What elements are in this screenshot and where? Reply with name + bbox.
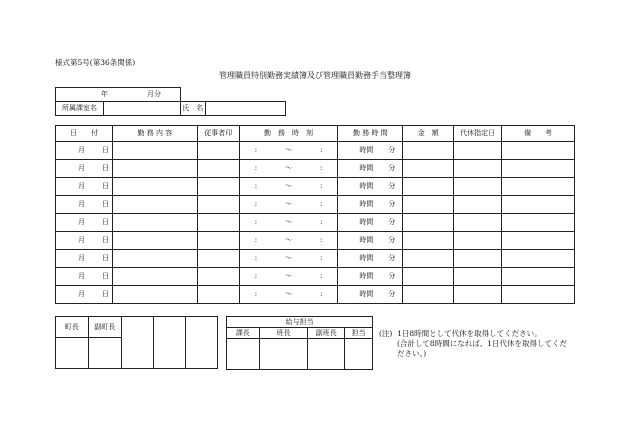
month-label: 月: [77, 146, 85, 154]
colon: :: [320, 164, 323, 172]
staff-seal-field[interactable]: [197, 232, 239, 250]
day-label: 日: [101, 290, 109, 298]
tilde: ～: [272, 268, 305, 286]
hours-label: 時間: [359, 164, 374, 172]
end-time-field[interactable]: [305, 214, 338, 232]
table-row: [56, 178, 575, 196]
remarks-field[interactable]: [502, 196, 575, 214]
remarks-field[interactable]: [502, 160, 575, 178]
note: [379, 329, 567, 359]
remarks-field[interactable]: [502, 250, 575, 268]
remarks-field[interactable]: [502, 178, 575, 196]
work-content-field[interactable]: [112, 214, 197, 232]
seal-field[interactable]: [154, 338, 186, 369]
work-content-field[interactable]: [112, 232, 197, 250]
start-time-field[interactable]: [239, 232, 272, 250]
start-time-field[interactable]: [239, 160, 272, 178]
month-label: 月: [77, 164, 85, 172]
hours-label: 時間: [359, 290, 374, 298]
work-hours-field[interactable]: [338, 286, 403, 304]
header-table: [55, 87, 286, 116]
note-line-2: (合計して8時間になれば、1日代休を取得してくだ: [397, 339, 567, 348]
note-label: (注): [379, 329, 393, 338]
mayor-label: 町長: [56, 317, 89, 338]
table-row: [56, 142, 575, 160]
col-amount: 金 額: [403, 126, 454, 142]
colon: :: [320, 146, 323, 154]
table-row: [56, 250, 575, 268]
colon: :: [320, 254, 323, 262]
date-cell[interactable]: [56, 268, 113, 286]
minutes-label: 分: [388, 272, 396, 280]
work-hours-field[interactable]: [338, 250, 403, 268]
staff-seal-field[interactable]: [197, 286, 239, 304]
comp-day-field[interactable]: [454, 268, 502, 286]
date-cell[interactable]: [56, 178, 113, 196]
col-work: 勤 務 内 容: [112, 126, 197, 142]
seal-blank: [121, 317, 154, 338]
colon: :: [254, 182, 258, 190]
note-line-1: 1日8時間として代休を取得してください。: [397, 329, 542, 338]
colon: :: [254, 290, 258, 298]
comp-day-field[interactable]: [454, 160, 502, 178]
month-label: 月: [77, 200, 85, 208]
hours-label: 時間: [359, 236, 374, 244]
end-time-field[interactable]: [305, 232, 338, 250]
month-label: 月: [77, 290, 85, 298]
work-content-field[interactable]: [112, 160, 197, 178]
colon: :: [320, 200, 323, 208]
end-time-field[interactable]: [305, 250, 338, 268]
payroll-seal-field[interactable]: [259, 339, 308, 370]
work-content-field[interactable]: [112, 250, 197, 268]
date-cell[interactable]: [56, 232, 113, 250]
end-time-field[interactable]: [305, 160, 338, 178]
remarks-field[interactable]: [502, 232, 575, 250]
table-row: [56, 268, 575, 286]
tilde: ～: [272, 214, 305, 232]
date-cell[interactable]: [56, 160, 113, 178]
colon: :: [320, 218, 323, 226]
table-row: [56, 232, 575, 250]
colon: :: [254, 218, 258, 226]
work-content-field[interactable]: [112, 268, 197, 286]
day-label: 日: [101, 200, 109, 208]
hours-label: 時間: [359, 272, 374, 280]
remarks-field[interactable]: [502, 214, 575, 232]
deputy-mayor-seal-field[interactable]: [88, 338, 121, 369]
dept-label: 所属課室名: [56, 102, 104, 116]
comp-day-field[interactable]: [454, 250, 502, 268]
day-label: 日: [101, 254, 109, 262]
tilde: ～: [272, 250, 305, 268]
day-label: 日: [101, 146, 109, 154]
col-staff-seal: 従事者印: [197, 126, 239, 142]
day-label: 日: [101, 182, 109, 190]
name-label: 氏 名: [180, 102, 205, 116]
table-row: [56, 214, 575, 232]
remarks-field[interactable]: [502, 286, 575, 304]
start-time-field[interactable]: [239, 286, 272, 304]
date-cell[interactable]: [56, 142, 113, 160]
amount-field[interactable]: [403, 286, 454, 304]
colon: :: [320, 290, 323, 298]
name-field[interactable]: [205, 102, 285, 116]
seal-field[interactable]: [186, 338, 218, 369]
month-label: 月: [77, 254, 85, 262]
colon: :: [320, 182, 323, 190]
end-time-field[interactable]: [305, 178, 338, 196]
tilde: ～: [272, 286, 305, 304]
comp-day-field[interactable]: [454, 142, 502, 160]
date-cell[interactable]: [56, 196, 113, 214]
tilde: ～: [272, 196, 305, 214]
minutes-label: 分: [388, 236, 396, 244]
hours-label: 時間: [359, 254, 374, 262]
colon: :: [254, 200, 258, 208]
staff-seal-field[interactable]: [197, 160, 239, 178]
payroll-seal-field[interactable]: [345, 339, 373, 370]
colon: :: [254, 236, 258, 244]
payroll-col-team-leader: 班長: [259, 328, 308, 339]
work-hours-field[interactable]: [338, 160, 403, 178]
work-hours-field[interactable]: [338, 196, 403, 214]
day-label: 日: [101, 236, 109, 244]
comp-day-field[interactable]: [454, 214, 502, 232]
month-label: 月: [77, 182, 85, 190]
date-cell[interactable]: [56, 250, 113, 268]
remarks-field[interactable]: [502, 268, 575, 286]
form-id: 様式第5号(第36条関係): [55, 58, 136, 67]
table-row: [56, 286, 575, 304]
amount-field[interactable]: [403, 178, 454, 196]
end-time-field[interactable]: [305, 142, 338, 160]
approval-seal-table: [55, 316, 218, 369]
staff-seal-field[interactable]: [197, 250, 239, 268]
year-label: 年: [101, 90, 108, 98]
seal-blank: [154, 317, 186, 338]
col-work-hours: 勤 務 時 間: [338, 126, 403, 142]
day-label: 日: [101, 272, 109, 280]
work-hours-field[interactable]: [338, 142, 403, 160]
start-time-field[interactable]: [239, 250, 272, 268]
minutes-label: 分: [388, 290, 396, 298]
table-row: [56, 160, 575, 178]
month-label: 月: [77, 272, 85, 280]
minutes-label: 分: [388, 182, 396, 190]
end-time-field[interactable]: [305, 268, 338, 286]
hours-label: 時間: [359, 200, 374, 208]
mayor-seal-field[interactable]: [56, 338, 89, 369]
amount-field[interactable]: [403, 250, 454, 268]
work-content-field[interactable]: [112, 286, 197, 304]
dept-field[interactable]: [103, 102, 180, 116]
amount-field[interactable]: [403, 214, 454, 232]
payroll-title: 給与担当: [227, 317, 373, 328]
start-time-field[interactable]: [239, 268, 272, 286]
colon: :: [254, 272, 258, 280]
day-label: 日: [101, 164, 109, 172]
tilde: ～: [272, 178, 305, 196]
work-content-field[interactable]: [112, 142, 197, 160]
minutes-label: 分: [388, 254, 396, 262]
staff-seal-field[interactable]: [197, 214, 239, 232]
amount-field[interactable]: [403, 142, 454, 160]
month-label: 月分: [147, 90, 161, 98]
staff-seal-field[interactable]: [197, 268, 239, 286]
col-date: 日 付: [56, 126, 113, 142]
note-line-3: ださい。): [397, 349, 427, 358]
amount-field[interactable]: [403, 196, 454, 214]
deputy-mayor-label: 副町長: [88, 317, 121, 338]
hours-label: 時間: [359, 182, 374, 190]
start-time-field[interactable]: [239, 196, 272, 214]
amount-field[interactable]: [403, 232, 454, 250]
payroll-seal-field[interactable]: [227, 339, 260, 370]
work-hours-field[interactable]: [338, 268, 403, 286]
col-comp-day: 代休指定日: [454, 126, 502, 142]
col-remarks: 備 考: [502, 126, 575, 142]
staff-seal-field[interactable]: [197, 142, 239, 160]
colon: :: [254, 254, 258, 262]
colon: :: [254, 146, 258, 154]
work-record-table: [55, 125, 575, 304]
staff-seal-field[interactable]: [197, 196, 239, 214]
payroll-col-section-chief: 課長: [227, 328, 260, 339]
form-title: 管理職員特別勤務実績簿及び管理職員勤務手当整理簿: [219, 71, 411, 80]
work-content-field[interactable]: [112, 196, 197, 214]
end-time-field[interactable]: [305, 286, 338, 304]
tilde: ～: [272, 160, 305, 178]
end-time-field[interactable]: [305, 196, 338, 214]
payroll-col-deputy-team-leader: 副班長: [308, 328, 345, 339]
day-label: 日: [101, 218, 109, 226]
colon: :: [320, 236, 323, 244]
month-label: 月: [77, 218, 85, 226]
hours-label: 時間: [359, 146, 374, 154]
start-time-field[interactable]: [239, 214, 272, 232]
payroll-table: [226, 316, 373, 370]
minutes-label: 分: [388, 146, 396, 154]
month-label: 月: [77, 236, 85, 244]
work-hours-field[interactable]: [338, 232, 403, 250]
start-time-field[interactable]: [239, 142, 272, 160]
tilde: ～: [272, 142, 305, 160]
payroll-col-staff: 担当: [345, 328, 373, 339]
comp-day-field[interactable]: [454, 232, 502, 250]
staff-seal-field[interactable]: [197, 178, 239, 196]
hours-label: 時間: [359, 218, 374, 226]
date-cell[interactable]: [56, 214, 113, 232]
amount-field[interactable]: [403, 268, 454, 286]
minutes-label: 分: [388, 200, 396, 208]
work-content-field[interactable]: [112, 178, 197, 196]
remarks-field[interactable]: [502, 142, 575, 160]
start-time-field[interactable]: [239, 178, 272, 196]
comp-day-field[interactable]: [454, 196, 502, 214]
colon: :: [254, 164, 258, 172]
seal-blank: [186, 317, 218, 338]
minutes-label: 分: [388, 218, 396, 226]
seal-field[interactable]: [121, 338, 154, 369]
amount-field[interactable]: [403, 160, 454, 178]
work-hours-field[interactable]: [338, 214, 403, 232]
comp-day-field[interactable]: [454, 286, 502, 304]
colon: :: [320, 272, 323, 280]
year-month-cell[interactable]: [56, 88, 181, 102]
col-work-time: 勤 務 時 刻: [239, 126, 338, 142]
tilde: ～: [272, 232, 305, 250]
payroll-seal-field[interactable]: [308, 339, 345, 370]
work-hours-field[interactable]: [338, 178, 403, 196]
date-cell[interactable]: [56, 286, 113, 304]
minutes-label: 分: [388, 164, 396, 172]
comp-day-field[interactable]: [454, 178, 502, 196]
table-row: [56, 196, 575, 214]
